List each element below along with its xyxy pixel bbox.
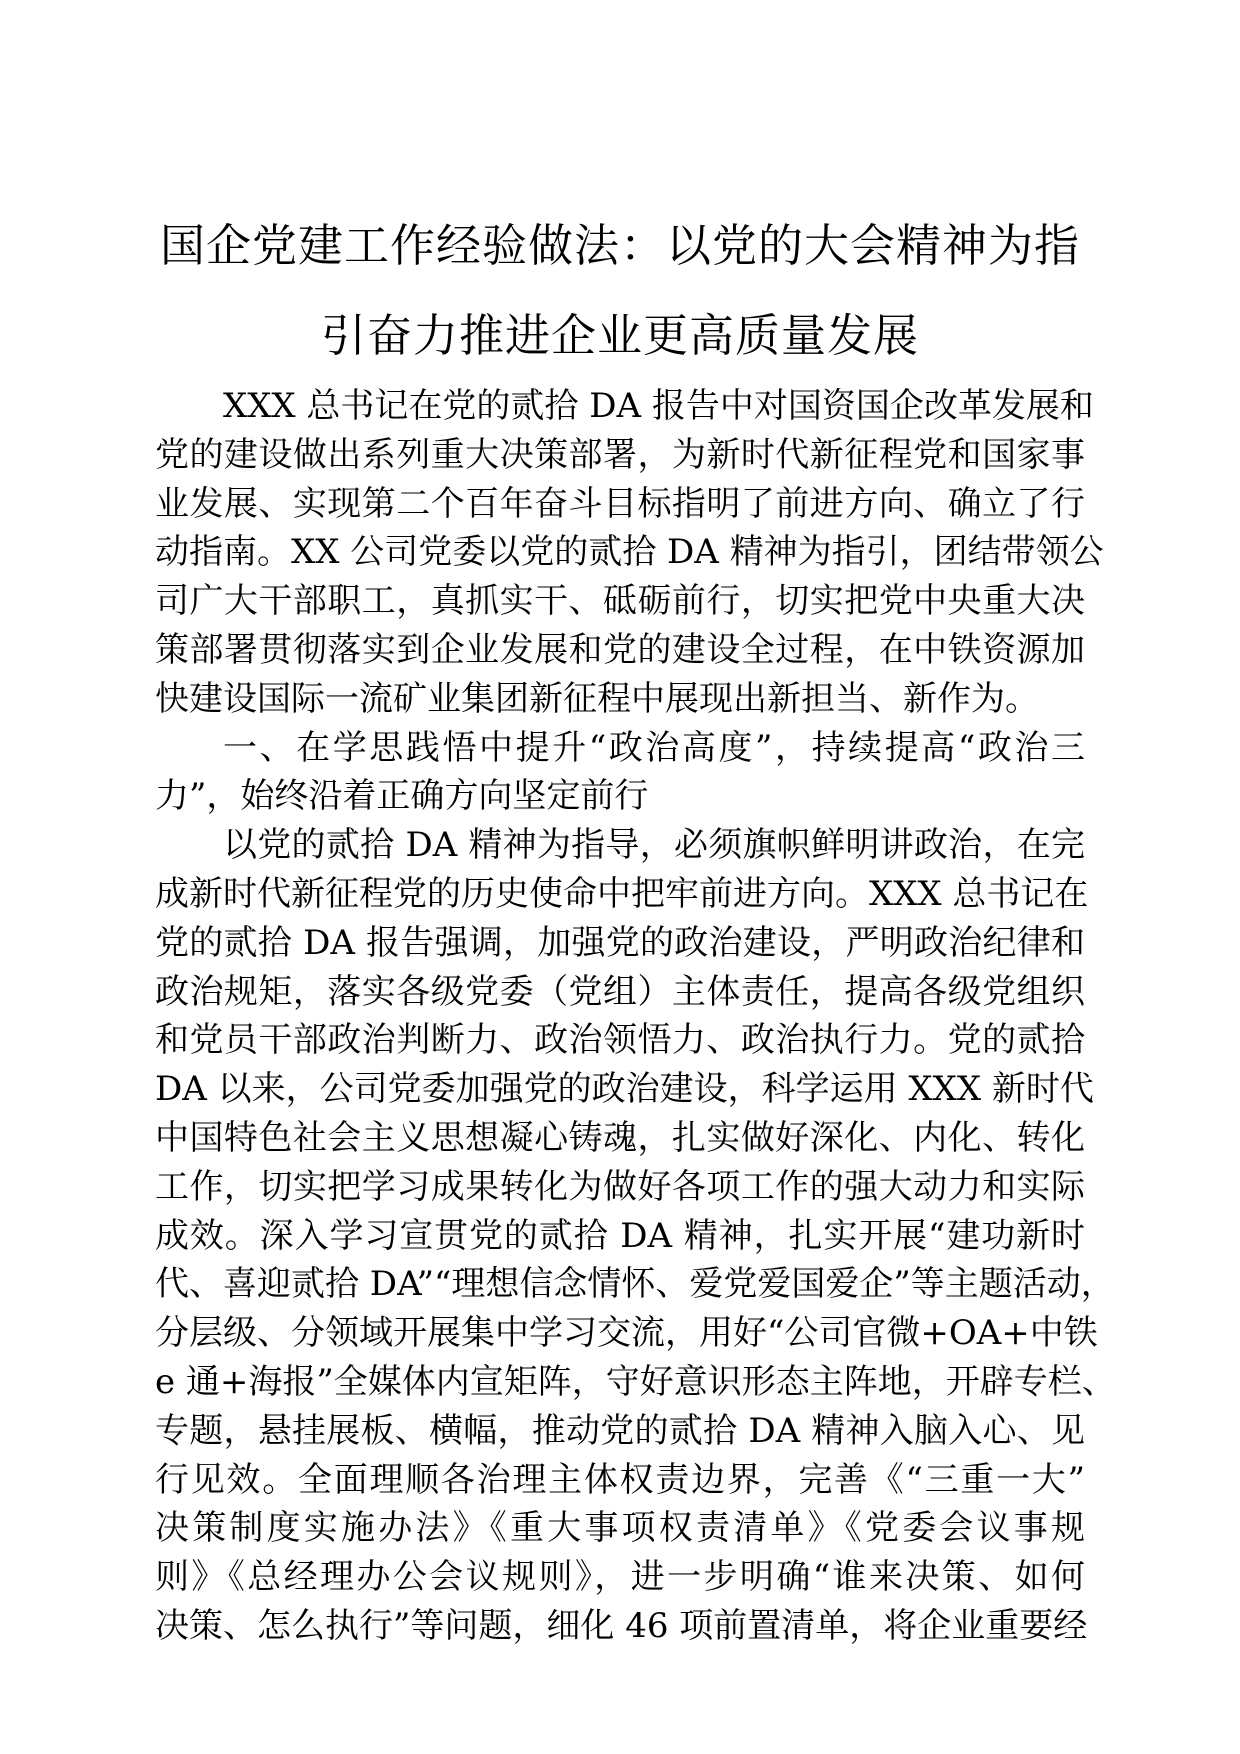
paragraph-2-line: 以党的贰拾 DA 精神为指导，必须旗帜鲜明讲政治，在完 <box>223 825 1085 866</box>
paragraph-2-line: 分层级、分领域开展集中学习交流，用好“公司官微+OA+中铁 <box>155 1313 1098 1354</box>
paragraph-2-line: 工作，切实把学习成果转化为做好各项工作的强大动力和实际 <box>155 1166 1085 1207</box>
paragraph-1-line: 快建设国际一流矿业集团新征程中展现出新担当、新作为。 <box>155 678 1039 719</box>
paragraph-1-line: 党的建设做出系列重大决策部署，为新时代新征程党和国家事 <box>155 434 1085 475</box>
paragraph-2-line: 决策、怎么执行”等问题，细化 46 项前置清单，将企业重要经 <box>155 1605 1088 1646</box>
paragraph-1-line: 策部署贯彻落实到企业发展和党的建设全过程，在中铁资源加 <box>155 629 1085 670</box>
paragraph-2-line: DA 以来，公司党委加强党的政治建设，科学运用 XXX 新时代 <box>155 1069 1094 1110</box>
paragraph-2-line: 和党员干部政治判断力、政治领悟力、政治执行力。党的贰拾 <box>155 1020 1085 1061</box>
paragraph-2-line: 党的贰拾 DA 报告强调，加强党的政治建设，严明政治纪律和 <box>155 922 1085 963</box>
paragraph-1-line: 司广大干部职工，真抓实干、砥砺前行，切实把党中央重大决 <box>155 581 1085 622</box>
document-title-line-2: 引奋力推进企业更高质量发展 <box>320 309 919 362</box>
paragraph-2-line: 专题，悬挂展板、横幅，推动党的贰拾 DA 精神入脑入心、见 <box>155 1410 1085 1451</box>
paragraph-1-line: 业发展、实现第二个百年奋斗目标指明了前进方向、确立了行 <box>155 483 1085 524</box>
paragraph-2-line: 成新时代新征程党的历史使命中把牢前进方向。XXX 总书记在 <box>155 873 1089 914</box>
document-title-line-1: 国企党建工作经验做法：以党的大会精神为指 <box>159 219 1080 272</box>
paragraph-1-line: 动指南。XX 公司党委以党的贰拾 DA 精神为指引，团结带领公 <box>155 532 1104 573</box>
paragraph-2-line: 行见效。全面理顺各治理主体权责边界，完善《“三重一大” <box>155 1459 1085 1500</box>
paragraph-1-line: XXX 总书记在党的贰拾 DA 报告中对国资国企改革发展和 <box>223 386 1094 426</box>
paragraph-2-line: 政治规矩，落实各级党委（党组）主体责任，提高各级党组织 <box>155 971 1085 1012</box>
paragraph-2-line: 决策制度实施办法》《重大事项权责清单》《党委会议事规 <box>155 1508 1085 1549</box>
paragraph-2-line: 代、喜迎贰拾 DA”“理想信念情怀、爱党爱国爱企”等主题活动， <box>155 1264 1115 1305</box>
paragraph-2-line: e 通+海报”全媒体内宣矩阵，守好意识形态主阵地，开辟专栏、 <box>155 1361 1116 1402</box>
section-heading-1-line: 力”，始终沿着正确方向坚定前行 <box>155 776 649 817</box>
paragraph-2-line: 中国特色社会主义思想凝心铸魂，扎实做好深化、内化、转化 <box>155 1117 1085 1158</box>
section-heading-1-line: 一、在学思践悟中提升“政治高度”，持续提高“政治三 <box>223 727 1085 768</box>
paragraph-2-line: 成效。深入学习宣贯党的贰拾 DA 精神，扎实开展“建功新时 <box>155 1215 1085 1256</box>
paragraph-2-line: 则》《总经理办公会议规则》，进一步明确“谁来决策、如何 <box>155 1557 1085 1598</box>
document-body <box>155 382 1116 1651</box>
